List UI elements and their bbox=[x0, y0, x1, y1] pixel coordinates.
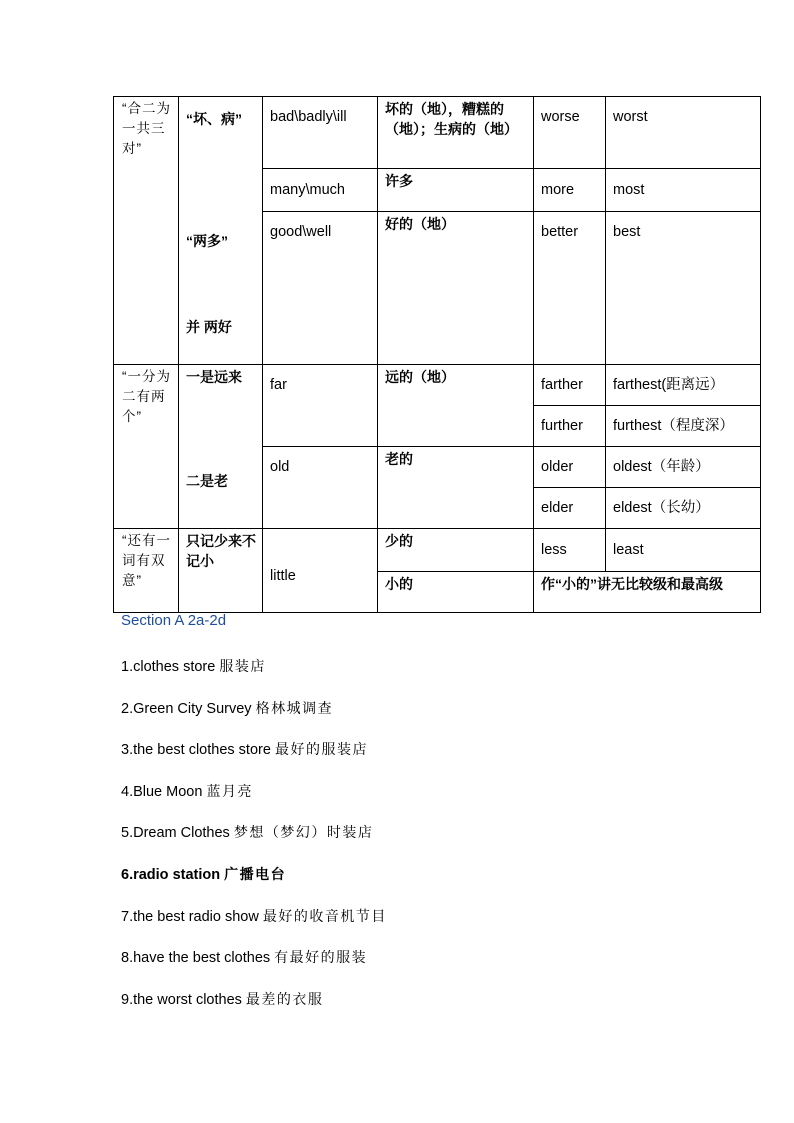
superlative-cell: oldest（年龄） bbox=[606, 447, 761, 488]
superlative-cell: most bbox=[606, 169, 761, 212]
list-item bbox=[121, 656, 266, 676]
category-text: “还有一词有双意” bbox=[122, 533, 171, 588]
list-item bbox=[121, 698, 333, 718]
category-cell bbox=[114, 529, 179, 613]
item-chinese: 蓝月亮 bbox=[206, 783, 253, 799]
list-item bbox=[121, 906, 387, 926]
meaning-cell: 许多 bbox=[378, 169, 534, 212]
item-chinese: 格林城调查 bbox=[255, 700, 334, 716]
item-chinese: 最好的服装店 bbox=[274, 741, 368, 757]
list-item bbox=[121, 781, 253, 801]
comparative-cell: less bbox=[534, 529, 606, 572]
memo-line: 只记少来不记小 bbox=[186, 533, 256, 569]
meaning-cell: 远的（地） bbox=[378, 365, 534, 447]
item-chinese: 最好的收音机节目 bbox=[262, 908, 387, 924]
list-item bbox=[121, 739, 368, 759]
memo-line: 一是远来 bbox=[186, 369, 242, 385]
memo-cell bbox=[179, 365, 263, 529]
comparative-cell: older bbox=[534, 447, 606, 488]
meaning-cell: 好的（地） bbox=[378, 212, 534, 365]
category-text: “合二为一共三对” bbox=[122, 101, 171, 156]
meaning-cell: 老的 bbox=[378, 447, 534, 529]
list-item bbox=[121, 947, 367, 967]
word-cell: little bbox=[263, 529, 378, 613]
memo-line: 二是老 bbox=[186, 473, 228, 489]
memo-line: “两多” bbox=[186, 233, 228, 249]
item-chinese: 服装店 bbox=[219, 658, 266, 674]
category-text: “一分为二有两个” bbox=[122, 369, 171, 424]
list-item bbox=[121, 822, 373, 842]
comparative-cell: farther bbox=[534, 365, 606, 406]
word-cell: far bbox=[263, 365, 378, 447]
memo-cell bbox=[179, 97, 263, 365]
category-cell bbox=[114, 365, 179, 529]
word-cell: old bbox=[263, 447, 378, 529]
comparative-cell: more bbox=[534, 169, 606, 212]
item-english: 2.Green City Survey bbox=[121, 701, 256, 717]
superlative-cell: furthest（程度深） bbox=[606, 406, 761, 447]
item-english: 7.the best radio show bbox=[121, 909, 263, 925]
item-english: 8.have the best clothes bbox=[121, 950, 275, 966]
item-english: 4.Blue Moon bbox=[121, 784, 207, 800]
table-row bbox=[114, 365, 761, 406]
memo-line: “坏、病” bbox=[186, 111, 242, 127]
item-chinese: 广播电台 bbox=[224, 866, 287, 882]
item-english: 5.Dream Clothes bbox=[121, 825, 234, 841]
superlative-cell: best bbox=[606, 212, 761, 365]
meaning-cell: 小的 bbox=[378, 572, 534, 613]
note-cell: 作“小的”讲无比较级和最高级 bbox=[534, 572, 761, 613]
word-cell: good\well bbox=[263, 212, 378, 365]
superlative-cell: farthest(距离远） bbox=[606, 365, 761, 406]
list-item bbox=[121, 864, 286, 884]
superlative-cell: least bbox=[606, 529, 761, 572]
comparative-cell: worse bbox=[534, 97, 606, 169]
item-chinese: 有最好的服装 bbox=[274, 949, 368, 965]
memo-line: 并 两好 bbox=[186, 319, 232, 335]
comparative-cell: better bbox=[534, 212, 606, 365]
superlative-cell: eldest（长幼） bbox=[606, 488, 761, 529]
memo-cell bbox=[179, 529, 263, 613]
table-row bbox=[114, 97, 761, 169]
item-english: 9.the worst clothes bbox=[121, 992, 246, 1008]
comparison-table bbox=[113, 96, 761, 613]
word-cell: bad\badly\ill bbox=[263, 97, 378, 169]
comparative-cell: elder bbox=[534, 488, 606, 529]
item-chinese: 梦想（梦幻）时装店 bbox=[233, 824, 374, 840]
comparative-cell: further bbox=[534, 406, 606, 447]
word-cell: many\much bbox=[263, 169, 378, 212]
list-item bbox=[121, 989, 323, 1009]
meaning-cell: 少的 bbox=[378, 529, 534, 572]
item-chinese: 最差的衣服 bbox=[245, 991, 324, 1007]
category-cell bbox=[114, 97, 179, 365]
meaning-cell: 坏的（地），糟糕的（地）；生病的（地） bbox=[378, 97, 534, 169]
section-title: Section A 2a-2d bbox=[121, 612, 227, 629]
item-english: 1.clothes store bbox=[121, 659, 220, 675]
item-english: 6.radio station bbox=[121, 867, 225, 883]
item-english: 3.the best clothes store bbox=[121, 742, 275, 758]
superlative-cell: worst bbox=[606, 97, 761, 169]
table-row bbox=[114, 529, 761, 572]
